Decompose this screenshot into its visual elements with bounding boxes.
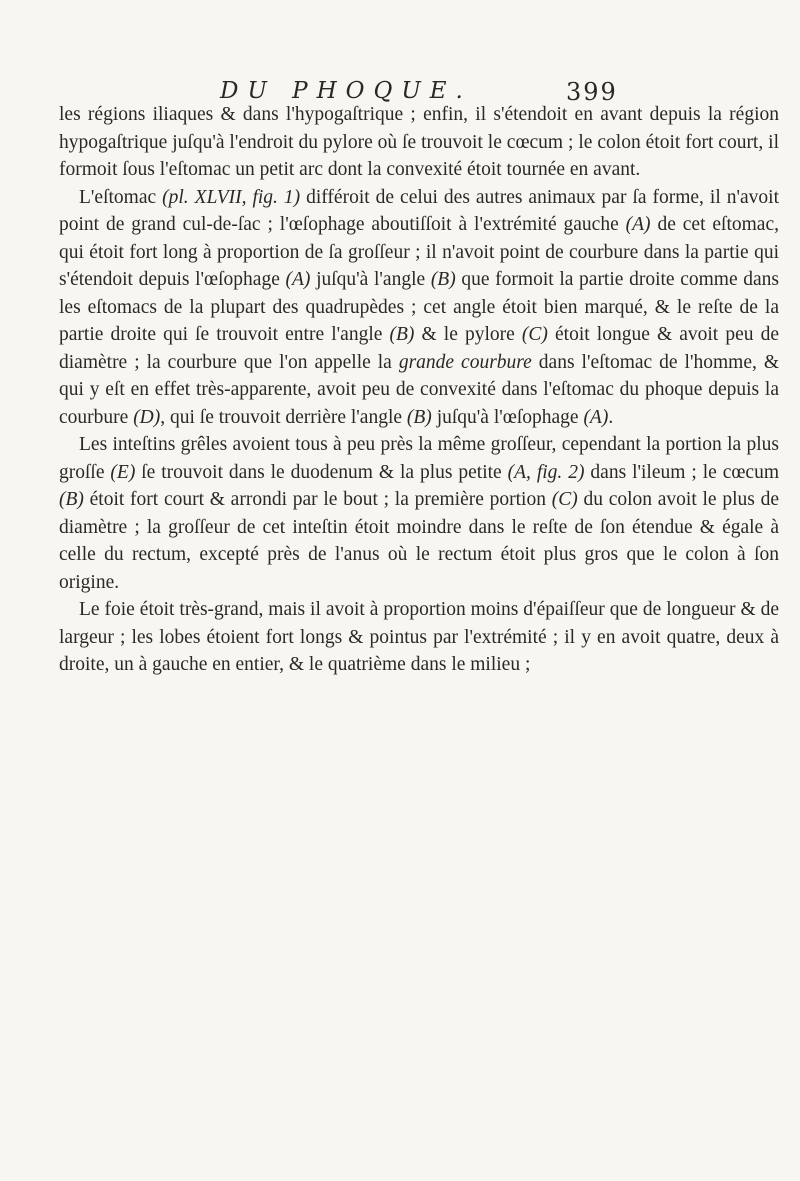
text-run: différoit de celui des autres animaux par ſa forme, il n'avoit point de grand cul-de-ſac ; l'œſophage aboutiſſoit à l'extrémité gauche (59, 186, 779, 235)
italic-run: (A, fig. 2) (507, 461, 585, 483)
italic-run: (C) (521, 324, 548, 345)
italic-run: (C) (551, 489, 578, 510)
italic-run: (A) (583, 406, 609, 428)
text-run: étoit fort court & arrondi par le bout ; la première portion (83, 489, 552, 510)
italic-run: (pl. XLVII, fig. 1) (162, 186, 301, 208)
text-run: que formoit la partie droite comme dans les eſtomacs de la plupart des quadrupèdes ; cet angle étoit bien marqué, & le reſte de la partie droite qui ſe trouvoit entre l'angle (59, 269, 780, 345)
text-run: dans l'ileum ; le cœcum (584, 461, 780, 483)
italic-run: (A) (285, 269, 311, 290)
text-run: ſe trouvoit dans le duodenum & la plus petite (135, 461, 508, 483)
italic-run: grande courbure (398, 351, 532, 373)
text-run: Les inteſtins grêles avoient tous à peu près la même groſſeur, cependant la portion la plus groſſe (59, 434, 779, 483)
text-run: étoit longue & avoit peu de diamètre ; la courbure que l'on appelle la (59, 324, 780, 373)
text-run: L'eſtomac (79, 186, 163, 208)
text-run: , qui ſe trouvoit derrière l'angle (160, 406, 407, 428)
running-title: DU PHOQUE. (220, 78, 472, 104)
italic-run: (A) (625, 214, 651, 235)
text-run: Le foie étoit très-grand, mais il avoit à proportion moins d'épaiſſeur que de longueur & de largeur ; les lobes étoient fort longs & pointus par l'extrémité ; il y en avoit quatre, deux à droite, un à gauche en entier, & le quatrième dans le milieu ; (59, 599, 779, 675)
italic-run: (B) (430, 269, 456, 290)
text-run: juſqu'à l'angle (310, 269, 431, 290)
page-number: 399 (566, 78, 618, 106)
paragraph-2 (59, 184, 779, 432)
italic-run: (D) (133, 406, 161, 428)
text-run: dans l'eſtomac de l'homme, & qui y eſt en effet très-apparente, avoit peu de convexité dans l'eſtomac du phoque depuis la courbure (59, 351, 780, 428)
paragraph-1 (59, 101, 779, 184)
text-run: du colon avoit le plus de diamètre ; la groſſeur de cet inteſtin étoit moindre dans le reſte de ſon étendue & égale à celle du rectum, excepté près de l'anus où le rectum étoit plus gros que le colon à ſon origine. (59, 489, 779, 593)
text-run: de cet eſtomac, qui étoit fort long à proportion de ſa groſſeur ; il n'avoit point de courbure dans la partie qui s'étendoit depuis l'œſophage (59, 214, 779, 290)
italic-run: (B) (389, 324, 415, 345)
italic-run: (E) (110, 461, 136, 483)
text-run: . (608, 406, 614, 428)
text-run: & le pylore (414, 324, 522, 345)
paragraph-4 (59, 596, 779, 679)
text-run: juſqu'à l'œſophage (431, 406, 584, 428)
paragraph-3 (59, 431, 779, 596)
body-text (59, 101, 779, 679)
italic-run: (B) (59, 489, 84, 510)
italic-run: (B) (406, 406, 432, 428)
text-run: les régions iliaques & dans l'hypogaſtrique ; enfin, il s'étendoit en avant depuis la région hypogaſtrique juſqu'à l'endroit du pylore où ſe trouvoit le cœcum ; le colon étoit fort court, il formoit ſous l'eſtomac un petit arc dont la convexité étoit tournée en avant. (59, 104, 779, 180)
